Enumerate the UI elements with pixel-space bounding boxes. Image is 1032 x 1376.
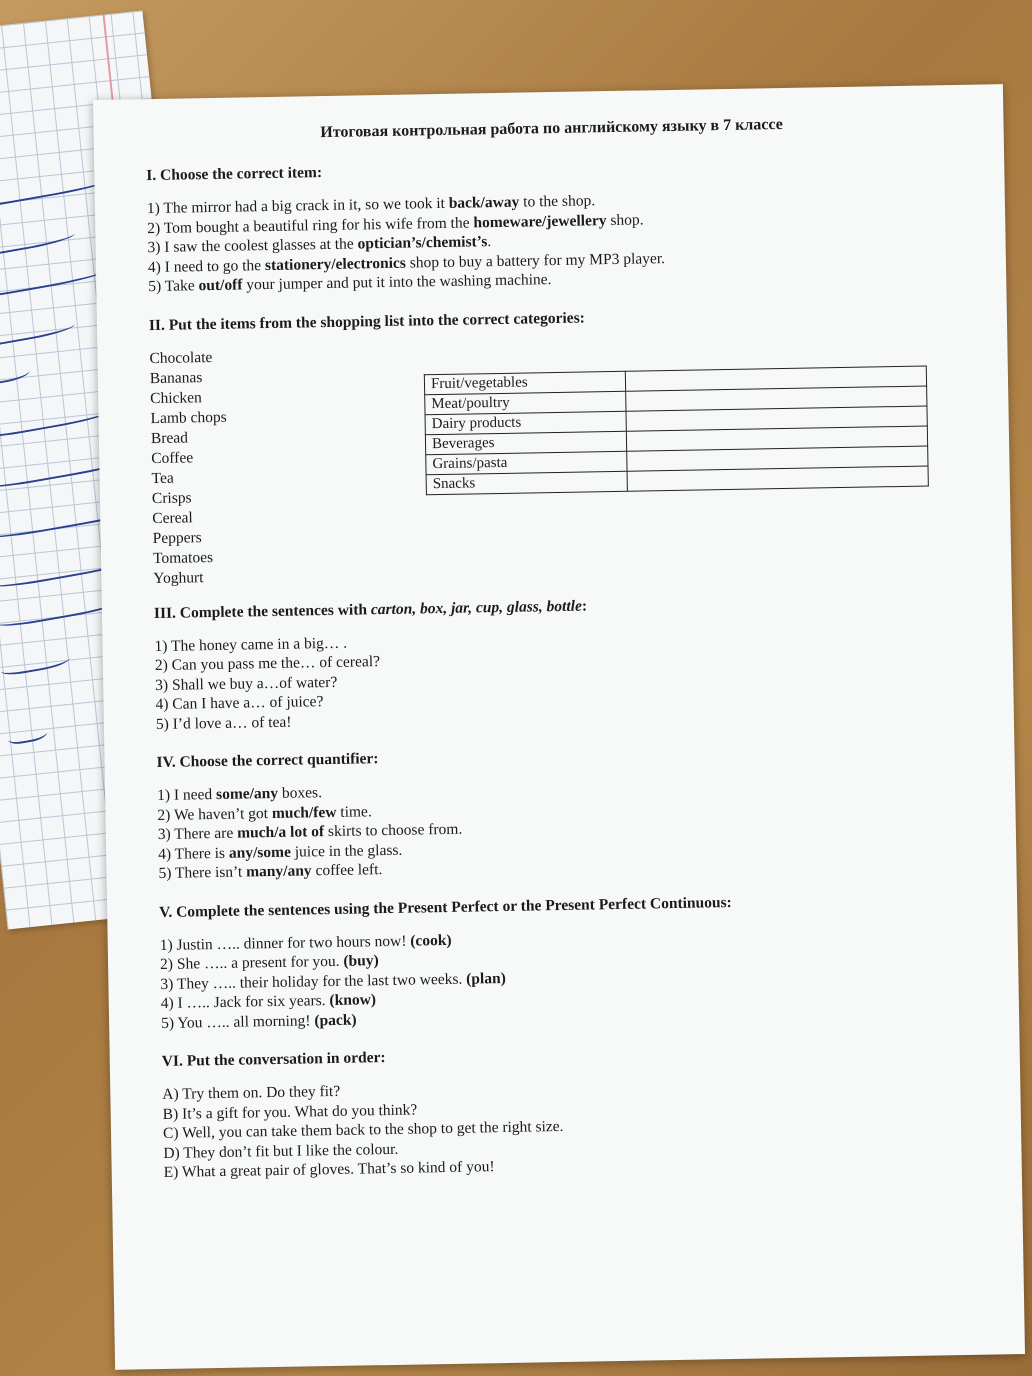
list-item: D) They don’t fit but I like the colour.	[163, 1140, 399, 1162]
category-cell: Beverages	[425, 431, 626, 455]
list-item: 5) There isn’t many/any coffee left.	[158, 861, 383, 883]
shopping-item: Bread	[150, 428, 189, 447]
list-item: 4) I ….. Jack for six years. (know)	[160, 991, 377, 1012]
list-item: C) Well, you can take them back to the shop to get the right size.	[162, 1117, 564, 1142]
list-item: B) It’s a gift for you. What do you think?	[162, 1101, 418, 1123]
list-item: 1) The mirror had a big crack in it, so we took it back/away to the shop.	[146, 192, 596, 218]
shopping-item: Crisps	[151, 488, 192, 507]
shopping-item: Chicken	[150, 388, 202, 407]
list-item: 3) I saw the coolest glasses at the optician’s/chemist’s.	[147, 233, 492, 257]
handwriting-scribble	[0, 260, 110, 302]
section-2-heading: II. Put the items from the shopping list into the correct categories:	[148, 308, 585, 334]
shopping-item: Yoghurt	[153, 568, 204, 587]
category-cell: Dairy products	[425, 411, 626, 435]
document-title: Итоговая контрольная работа по английскому языку в 7 классе	[320, 116, 783, 142]
handwriting-scribble	[0, 362, 31, 388]
handwriting-scribble	[0, 316, 76, 351]
shopping-item: Chocolate	[149, 348, 213, 367]
shopping-item: Coffee	[151, 448, 194, 467]
list-item: 4) There is any/some juice in the glass.	[158, 841, 403, 863]
list-item: 3) There are much/a lot of skirts to choose from.	[157, 820, 463, 844]
category-cell: Snacks	[426, 471, 627, 495]
section-5-list	[160, 921, 978, 1033]
shopping-block	[149, 334, 969, 586]
list-item: E) What a great pair of gloves. That’s so kind of you!	[163, 1158, 495, 1181]
section-4-list	[157, 772, 975, 884]
list-item: A) Try them on. Do they fit?	[162, 1082, 341, 1103]
section-3-heading: III. Complete the sentences with carton, box, jar, cup, glass, bottle:	[153, 596, 588, 622]
category-cell: Fruit/vegetables	[424, 371, 625, 395]
category-cell: Grains/pasta	[426, 451, 627, 475]
test-sheet	[93, 84, 1025, 1370]
list-item: 1) Justin ….. dinner for two hours now! (cook)	[159, 931, 452, 954]
handwriting-scribble	[0, 649, 71, 677]
handwriting-scribble	[6, 723, 48, 746]
list-item: 2) Tom bought a beautiful ring for his wife from the homeware/jewellery shop.	[147, 210, 644, 237]
shopping-item: Tomatoes	[152, 548, 214, 567]
shopping-list	[149, 347, 229, 588]
list-item: 2) We haven’t got much/few time.	[157, 802, 372, 824]
list-item: 5) Take out/off your jumper and put it into the washing machine.	[148, 271, 552, 296]
section-5-heading: V. Complete the sentences using the Present Perfect or the Present Perfect Continuous:	[159, 893, 732, 921]
handwriting-scribble	[0, 225, 76, 262]
section-4-heading: IV. Choose the correct quantifier:	[156, 750, 379, 772]
section-3-list	[154, 622, 972, 734]
list-item: 2) She ….. a present for you. (buy)	[159, 952, 379, 973]
list-item: 5) I’d love a… of tea!	[155, 713, 292, 733]
categories-table	[424, 365, 929, 495]
shopping-item: Tea	[151, 469, 174, 487]
section-1-list	[147, 185, 965, 297]
shopping-item: Bananas	[149, 368, 203, 387]
list-item: 4) I need to go the stationery/electronics shop to buy a battery for my MP3 player.	[147, 249, 666, 276]
section-1-heading: I. Choose the correct item:	[146, 164, 323, 185]
shopping-item: Peppers	[152, 528, 202, 547]
answer-cell	[627, 466, 928, 491]
section-6-heading: VI. Put the conversation in order:	[161, 1049, 386, 1070]
list-item: 2) Can you pass me the… of cereal?	[154, 653, 381, 675]
list-item: 1) The honey came in a big… .	[154, 634, 348, 655]
section-6-list	[162, 1071, 980, 1183]
shopping-item: Lamb chops	[150, 408, 227, 427]
list-item: 1) I need some/any boxes.	[156, 784, 323, 805]
category-cell: Meat/poultry	[425, 391, 626, 415]
test-content	[141, 113, 980, 1203]
list-item: 5) You ….. all morning! (pack)	[160, 1011, 357, 1032]
shopping-item: Cereal	[152, 508, 193, 527]
list-item: 3) They ….. their holiday for the last two weeks. (plan)	[160, 969, 506, 993]
list-item: 4) Can I have a… of juice?	[155, 693, 324, 714]
list-item: 3) Shall we buy a…of water?	[155, 673, 338, 694]
